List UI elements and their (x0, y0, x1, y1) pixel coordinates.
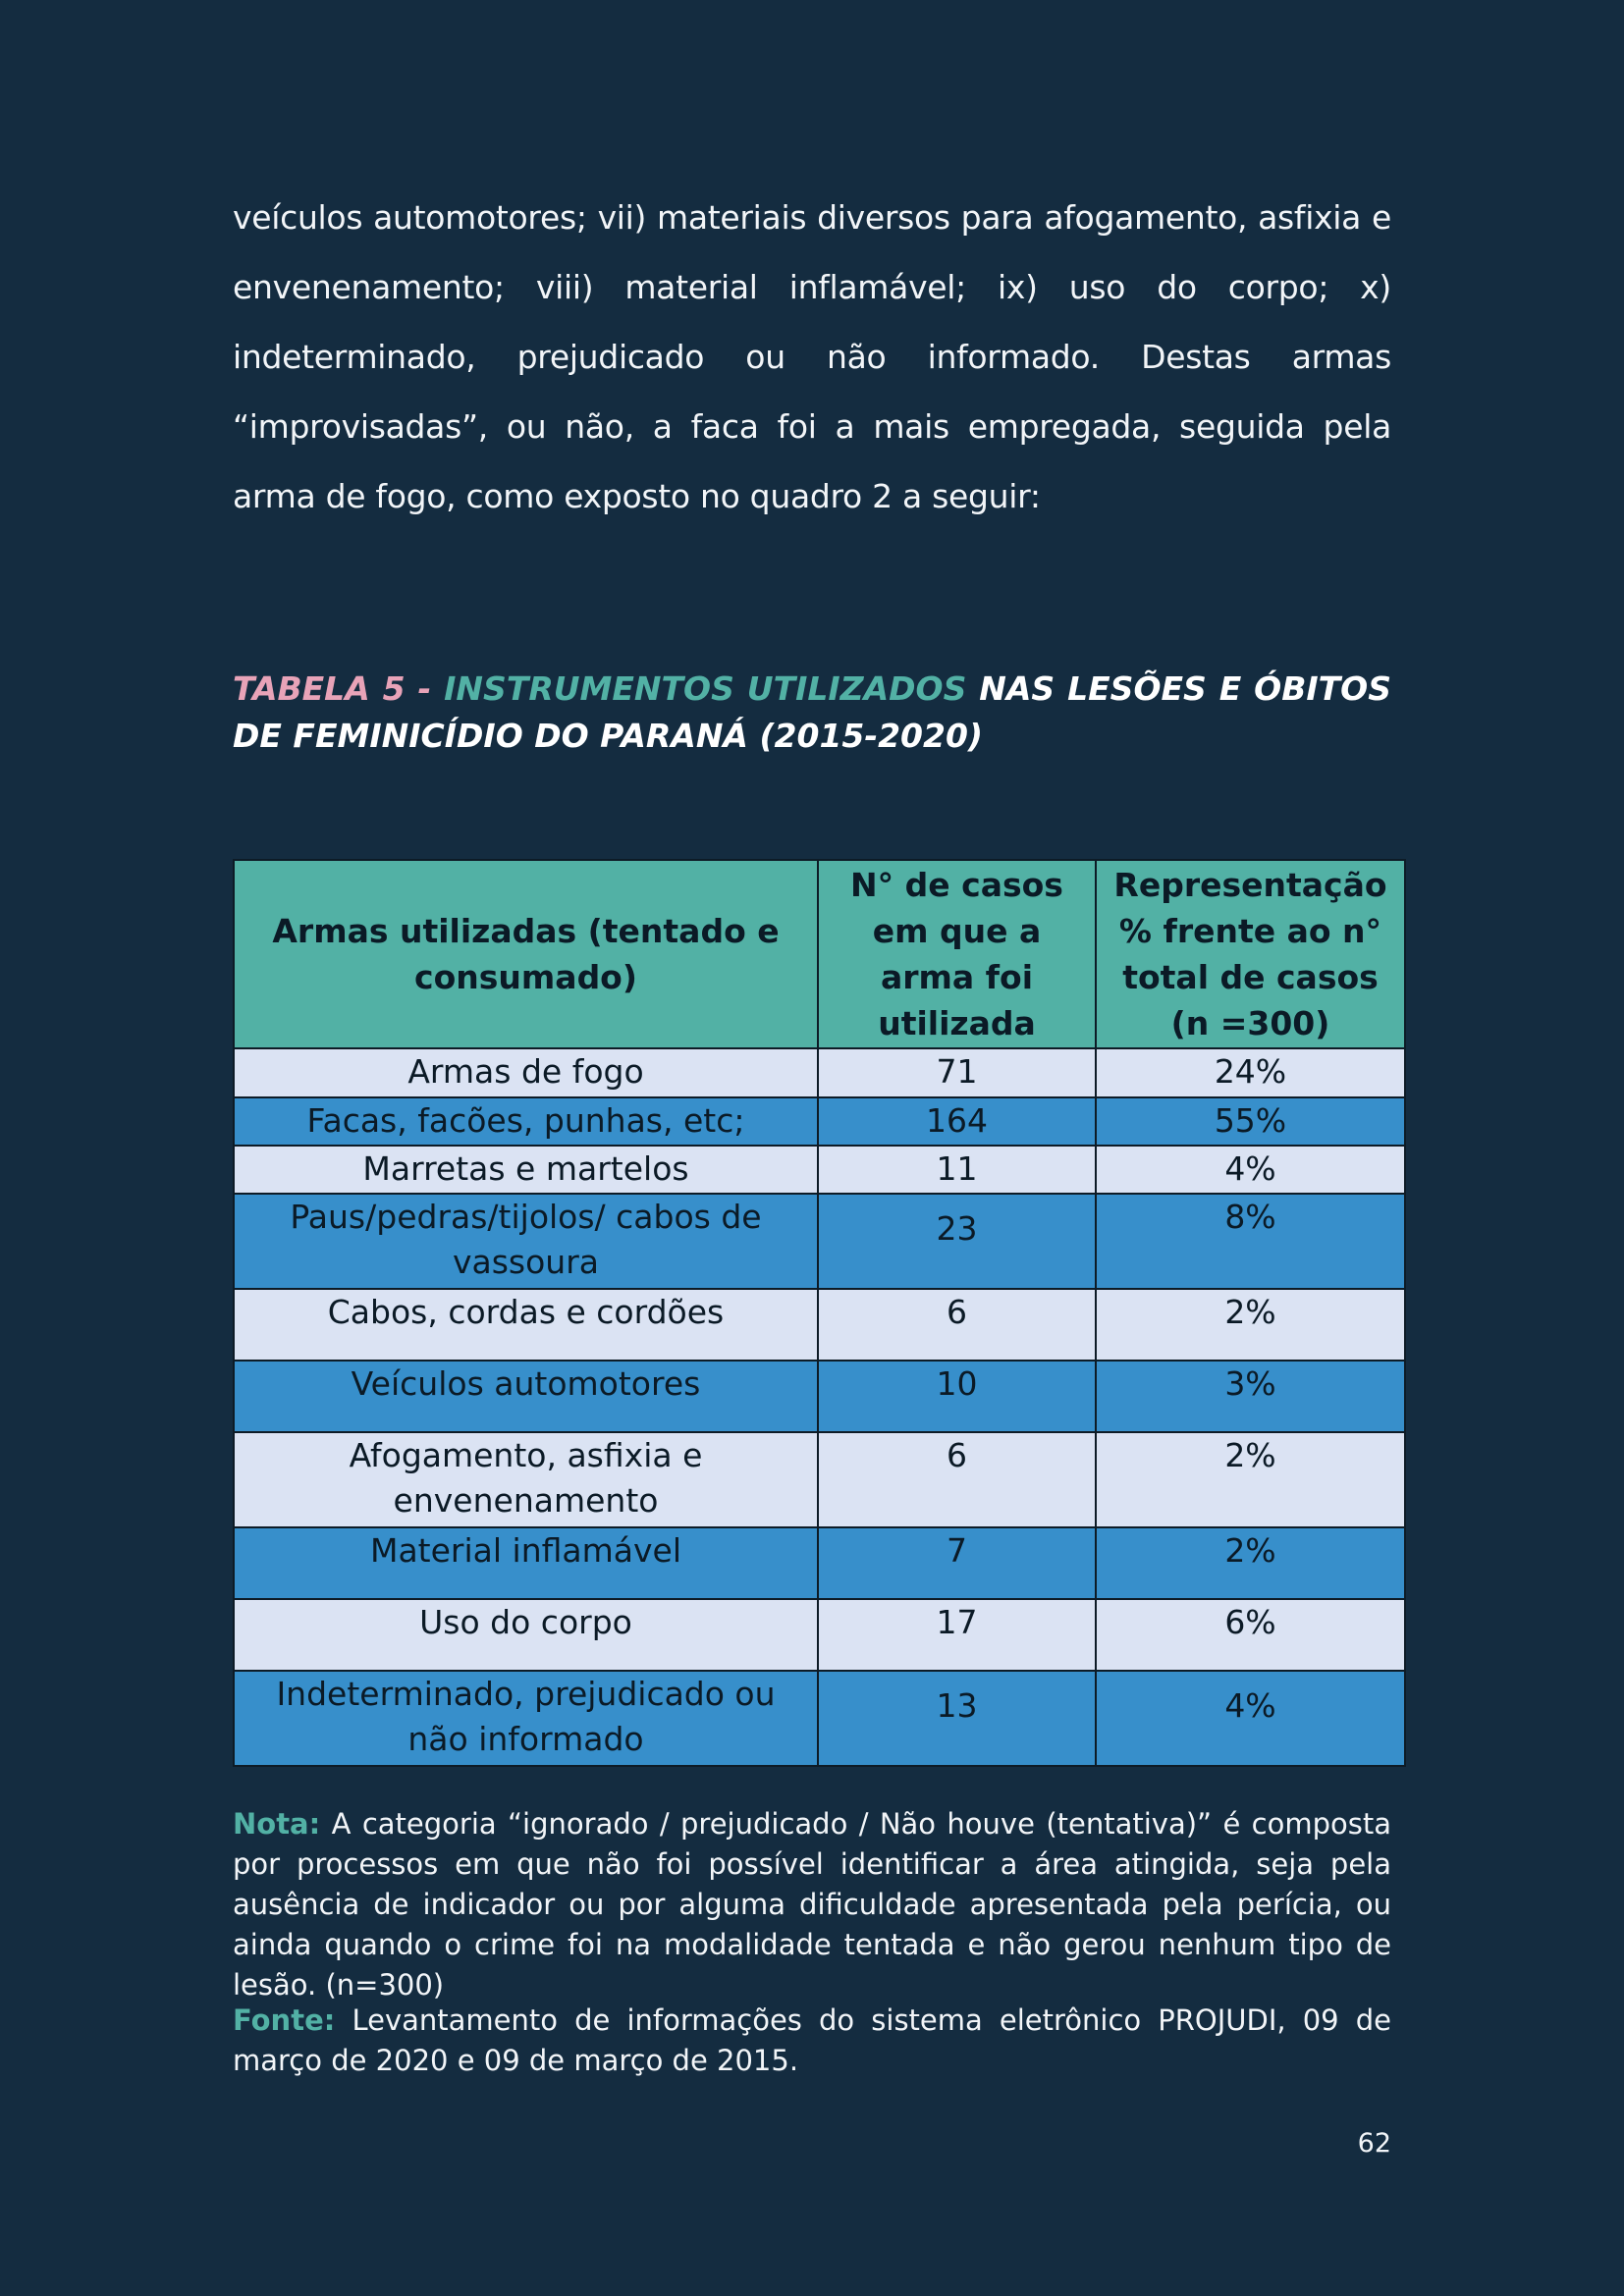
table-row (234, 1599, 1405, 1671)
table-row (234, 1097, 1405, 1146)
cell-cases: 10 (818, 1361, 1096, 1432)
cell-percent: 2% (1096, 1432, 1405, 1527)
cell-weapon: Facas, facões, punhas, etc; (234, 1097, 818, 1146)
cell-cases: 6 (818, 1432, 1096, 1527)
cell-weapon: Paus/pedras/tijolos/ cabos de vassoura (234, 1194, 818, 1289)
table-row (234, 1527, 1405, 1599)
weapons-table (233, 859, 1406, 1767)
cell-cases: 164 (818, 1097, 1096, 1146)
cell-cases: 13 (818, 1671, 1096, 1766)
cell-weapon: Afogamento, asfixia e envenenamento (234, 1432, 818, 1527)
table-title-rest: NAS LESÕES E ÓBITOS DE FEMINICÍDIO DO PARANÁ (2015-2020) (233, 669, 1391, 755)
cell-percent: 6% (1096, 1599, 1405, 1671)
source-text: Levantamento de informações do sistema eletrônico PROJUDI, 09 de março de 2020 e 09 de março de 2015. (233, 2003, 1391, 2077)
table-row (234, 1048, 1405, 1097)
table-title (233, 666, 1391, 760)
cell-percent: 2% (1096, 1289, 1405, 1361)
cell-cases: 71 (818, 1048, 1096, 1097)
table-row (234, 1432, 1405, 1527)
note-text: A categoria “ignorado / prejudicado / Não houve (tentativa)” é composta por processos em que não foi possível identificar a área atingida, seja pela ausência de indicador ou por alguma dificuldade apresentada pela perícia, ou ainda quando o crime foi na modalidade tentada e não gerou nenhum tipo de lesão. (n=300) (233, 1807, 1391, 2002)
cell-cases: 11 (818, 1146, 1096, 1194)
table-title-number: TABELA 5 (233, 669, 406, 708)
cell-percent: 24% (1096, 1048, 1405, 1097)
table-title-highlight: INSTRUMENTOS UTILIZADOS (444, 669, 967, 708)
source-label: Fonte: (233, 2003, 336, 2037)
cell-percent: 55% (1096, 1097, 1405, 1146)
header-percent: Representação % frente ao n° total de casos (n =300) (1096, 860, 1405, 1048)
cell-percent: 4% (1096, 1671, 1405, 1766)
table-source (233, 2001, 1391, 2081)
table-header-row (234, 860, 1405, 1048)
cell-percent: 3% (1096, 1361, 1405, 1432)
table-row (234, 1671, 1405, 1766)
note-label: Nota: (233, 1807, 321, 1841)
cell-cases: 6 (818, 1289, 1096, 1361)
cell-weapon: Veículos automotores (234, 1361, 818, 1432)
intro-paragraph: veículos automotores; vii) materiais diversos para afogamento, asfixia e envenenamento; viii) material inflamável; ix) uso do corpo; x) indeterminado, prejudicado ou não informado. Destas armas “improvisadas”, ou não, a faca foi a mais empregada, seguida pela arma de fogo, como exposto no quadro 2 a seguir: (233, 198, 1391, 515)
table-title-separator: - (405, 669, 445, 708)
table-row (234, 1146, 1405, 1194)
table-note (233, 1804, 1391, 2005)
table-row (234, 1289, 1405, 1361)
cell-weapon: Cabos, cordas e cordões (234, 1289, 818, 1361)
cell-cases: 7 (818, 1527, 1096, 1599)
header-weapon: Armas utilizadas (tentado e consumado) (234, 860, 818, 1048)
cell-weapon: Armas de fogo (234, 1048, 818, 1097)
cell-cases: 17 (818, 1599, 1096, 1671)
table-row (234, 1361, 1405, 1432)
cell-cases: 23 (818, 1194, 1096, 1289)
cell-percent: 4% (1096, 1146, 1405, 1194)
cell-weapon: Marretas e martelos (234, 1146, 818, 1194)
cell-percent: 8% (1096, 1194, 1405, 1289)
cell-weapon: Material inflamável (234, 1527, 818, 1599)
page-number: 62 (1357, 2128, 1391, 2159)
cell-percent: 2% (1096, 1527, 1405, 1599)
table-row (234, 1194, 1405, 1289)
cell-weapon: Uso do corpo (234, 1599, 818, 1671)
cell-weapon: Indeterminado, prejudicado ou não informado (234, 1671, 818, 1766)
header-cases: N° de casos em que a arma foi utilizada (818, 860, 1096, 1048)
